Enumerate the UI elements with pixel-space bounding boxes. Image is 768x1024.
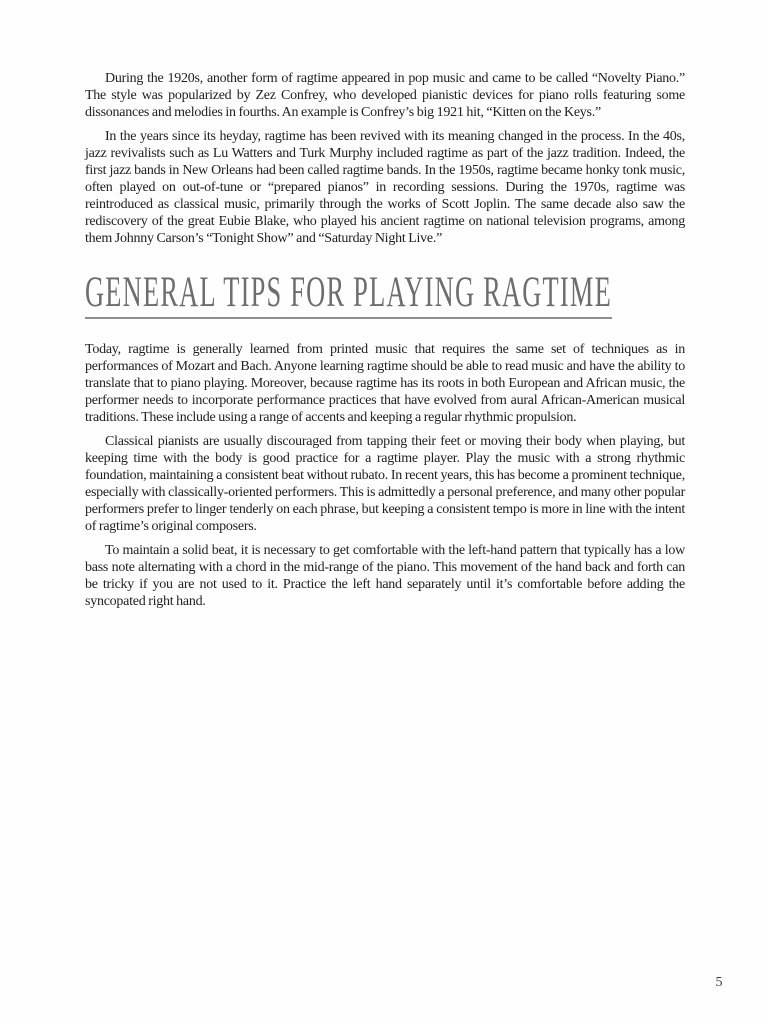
text-column — [85, 70, 685, 617]
paragraph-classical-pianists: Classical pianists are usually discouraged from tapping their feet or moving their body when playing, but keeping time with the body is good practice for a ragtime player. Play the music with a strong rhythmic foundation, maintaining a consistent beat without rubato. In recent years, this has become a prominent technique, especially with classically-oriented performers. This is admittedly a personal preference, and many other popular performers prefer to linger tenderly on each phrase, but keeping a consistent tempo is more in line with the intent of ragtime’s original composers. — [85, 434, 685, 534]
page-title: GENERAL TIPS FOR PLAYING RAGTIME — [85, 269, 612, 316]
paragraph-ragtime-revival: In the years since its heyday, ragtime has been revived with its meaning changed in the process. In the 40s, jazz revivalists such as Lu Watters and Turk Murphy included ragtime as part of the jazz tradition. Indeed, the first jazz bands in New Orleans had been called ragtime bands. In the 1950s, ragtime became honky tonk music, often played on out-of-tune or “prepared pianos” in recording sessions. During the 1970s, ragtime was reintroduced as classical music, primarily through the works of Scott Joplin. The same decade also saw the rediscovery of the great Eubie Blake, who played his ancient ragtime on national television programs, among them Johnny Carson’s “Tonight Show” and “Saturday Night Live.” — [85, 129, 685, 246]
paragraph-novelty-piano: During the 1920s, another form of ragtime appeared in pop music and came to be called “Novelty Piano.” The style was popularized by Zez Confrey, who developed pianistic devices for piano rolls featuring some dissonances and melodies in fourths. An example is Confrey’s big 1921 hit, “Kitten on the Keys.” — [85, 71, 685, 120]
paragraph-learning-ragtime: Today, ragtime is generally learned from printed music that requires the same set of techniques as in performances of Mozart and Bach. Anyone learning ragtime should be able to read music and have the ability to translate that to piano playing. Moreover, because ragtime has its roots in both European and African music, the performer needs to incorporate performance practices that have evolved from aural African-American musical traditions. These include using a range of accents and keeping a regular rhythmic propulsion. — [85, 342, 685, 425]
paragraph-solid-beat: To maintain a solid beat, it is necessary to get comfortable with the left-hand pattern that typically has a low bass note alternating with a chord in the mid-range of the piano. This movement of the hand back and forth can be tricky if you are not used to it. Practice the left hand separately until it’s comfortable before adding the syncopated right hand. — [85, 543, 685, 609]
page-number: 5 — [715, 975, 723, 990]
section-heading-underline — [85, 271, 612, 319]
